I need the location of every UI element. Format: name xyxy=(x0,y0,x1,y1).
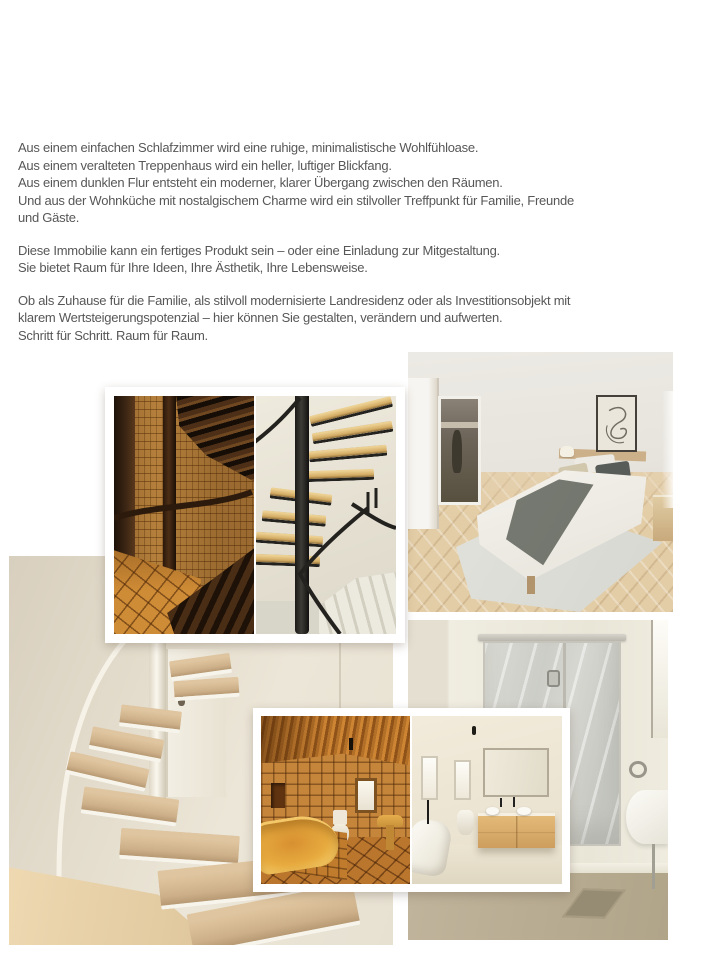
text-line: klarem Wertsteigerungspotenzial – hier können Sie gestalten, verändern und aufwerten. xyxy=(18,310,503,325)
pendant-light xyxy=(349,738,353,750)
photo-bathroom-modern xyxy=(412,716,562,884)
shower-handle xyxy=(547,670,560,687)
paragraph-invitation xyxy=(18,242,574,277)
bathroom-window xyxy=(421,756,438,800)
paragraph-potential xyxy=(18,292,574,345)
wall-niche xyxy=(271,783,284,808)
text-line: Aus einem dunklen Flur entsteht ein moderner, klarer Übergang zwischen den Räumen. xyxy=(18,175,503,190)
ceiling-spot-light xyxy=(472,726,476,735)
handrail-curve xyxy=(114,396,254,634)
bathroom-window xyxy=(355,778,377,813)
closet-opening xyxy=(438,396,480,505)
wood-slat-ceiling xyxy=(261,716,410,770)
text-line: Aus einem einfachen Schlafzimmer wird eine ruhige, minimalistische Wohlfühloase. xyxy=(18,140,479,155)
wood-vanity xyxy=(478,813,555,848)
sink-pipe xyxy=(652,844,655,889)
washbasin xyxy=(517,807,531,815)
text-line: Schritt für Schritt. Raum für Raum. xyxy=(18,327,208,343)
photo-bedroom-staged xyxy=(408,352,673,612)
bathroom-window xyxy=(454,760,471,800)
sink-pedestal xyxy=(386,825,393,850)
wall-sink xyxy=(626,790,668,844)
text-line: Diese Immobilie kann ein fertiges Produkt sein – oder eine Einladung zur Mitgestaltung. xyxy=(18,242,500,258)
intro-text xyxy=(18,139,574,359)
hanging-coat xyxy=(452,430,461,473)
text-line: Aus einem veralteten Treppenhaus wird ein heller, luftiger Blickfang. xyxy=(18,157,392,173)
toilet-tank xyxy=(333,810,348,825)
wall-artwork xyxy=(596,395,637,452)
photo-spiral-staircase-after xyxy=(256,396,396,634)
photo-spiral-staircase-before xyxy=(114,396,254,634)
photo-bathroom-vintage-orange xyxy=(261,716,410,884)
text-line: Und aus der Wohnküche mit nostalgischem Charme wird ein stilvoller Treffpunkt für Familie, Freunde xyxy=(18,192,574,208)
paragraph-before-after xyxy=(18,139,574,227)
collage-staircase-before-after xyxy=(105,387,405,643)
open-door xyxy=(408,378,439,529)
black-faucet xyxy=(513,797,515,807)
black-handrail xyxy=(256,396,396,634)
bed-leg xyxy=(527,576,535,594)
collage-bathroom-before-after xyxy=(253,708,570,892)
mirror-edge xyxy=(651,620,668,738)
shower-top-rail xyxy=(478,634,626,641)
towel-ring xyxy=(629,761,647,779)
closet-shelf xyxy=(441,422,477,428)
toilet xyxy=(457,810,474,835)
black-faucet xyxy=(500,798,502,807)
text-line: Sie bietet Raum für Ihre Ideen, Ihre Ästhetik, Ihre Lebensweise. xyxy=(18,260,368,275)
vanity-mirror xyxy=(483,748,549,797)
floor-mounted-faucet xyxy=(427,800,429,824)
text-line: Ob als Zuhause für die Familie, als stilvoll modernisierte Landresidenz oder als Investitionsobjekt mit xyxy=(18,292,571,308)
bedside-lamp xyxy=(560,446,573,458)
stair-tread xyxy=(174,676,240,700)
abstract-line-art xyxy=(598,397,635,450)
washbasin xyxy=(486,807,500,815)
window-light xyxy=(662,391,673,508)
text-line: und Gäste. xyxy=(18,210,80,225)
